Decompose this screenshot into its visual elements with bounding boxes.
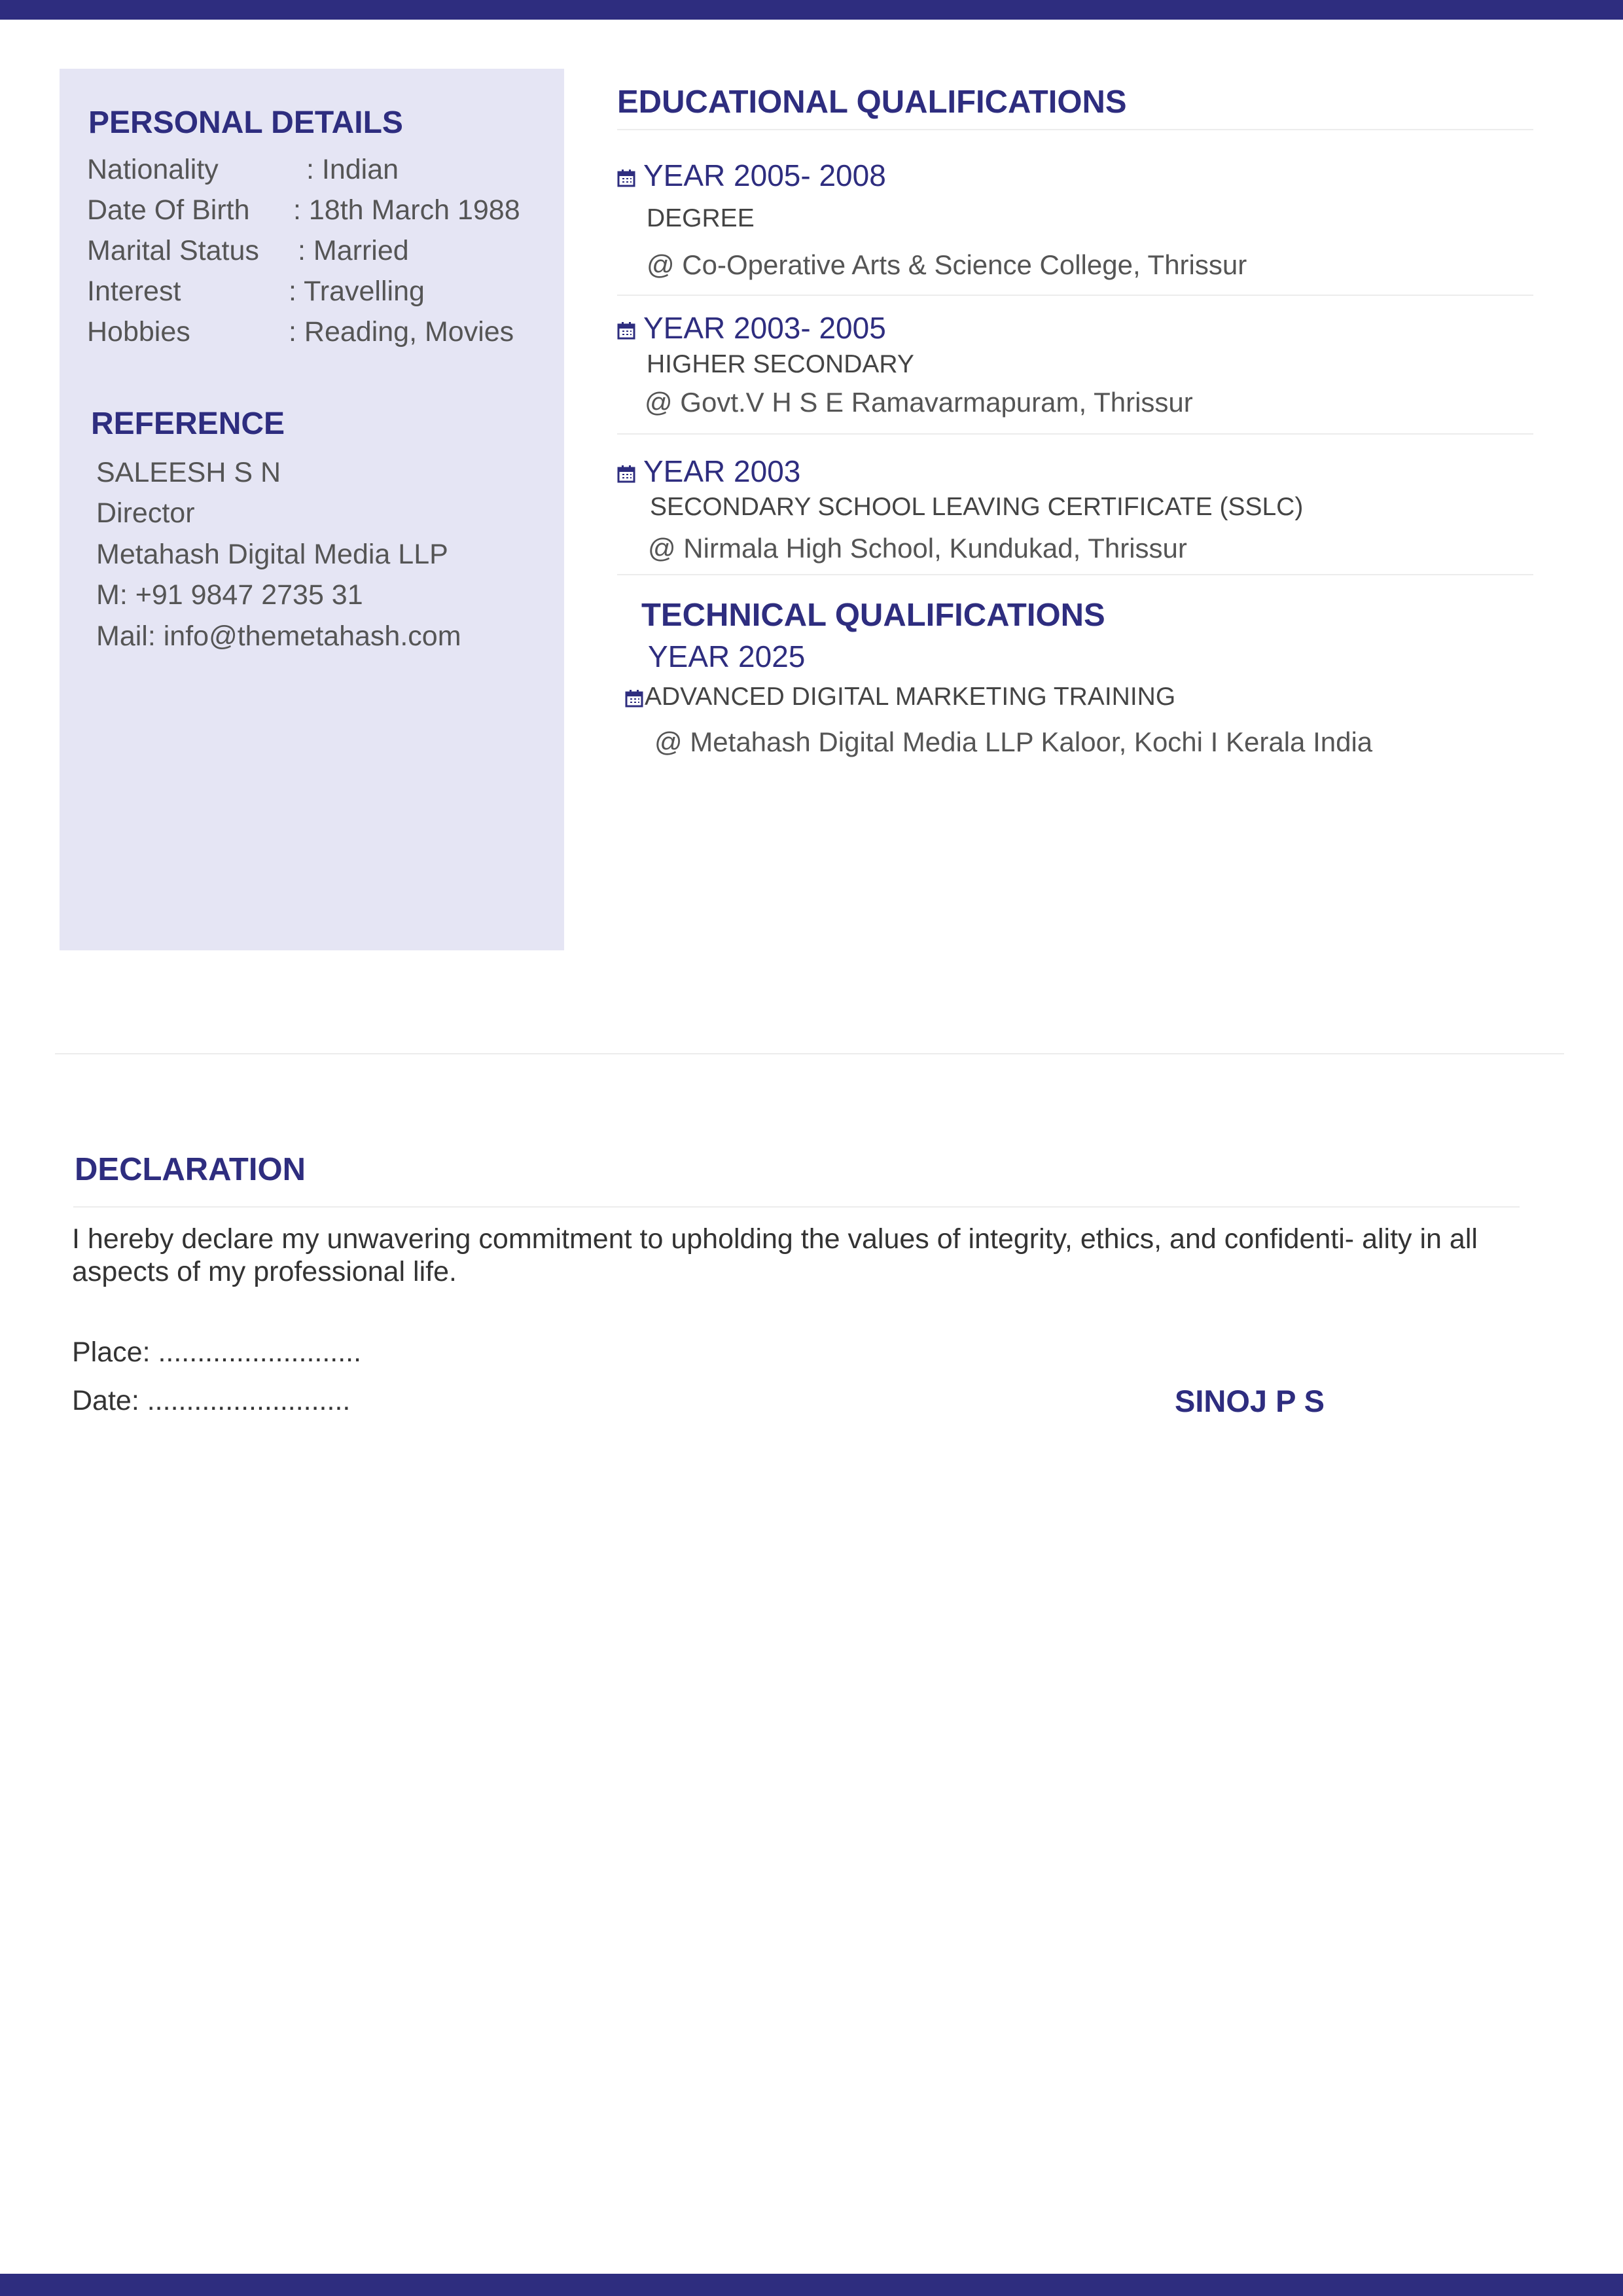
reference-phone: M: +91 9847 2735 31 bbox=[96, 579, 363, 611]
bottom-accent-bar bbox=[0, 2274, 1623, 2296]
education-entry-2-institution: @ Govt.V H S E Ramavarmapuram, Thrissur bbox=[645, 387, 1193, 418]
nationality-value: : Indian bbox=[306, 154, 399, 185]
calendar-icon bbox=[617, 321, 635, 340]
education-heading: EDUCATIONAL QUALIFICATIONS bbox=[617, 84, 1127, 120]
education-entry-3-degree: SECONDARY SCHOOL LEAVING CERTIFICATE (SSLC) bbox=[650, 493, 1304, 521]
reference-heading: REFERENCE bbox=[91, 406, 285, 441]
declaration-heading: DECLARATION bbox=[75, 1152, 306, 1187]
reference-company: Metahash Digital Media LLP bbox=[96, 539, 448, 570]
dob-value: : 18th March 1988 bbox=[293, 194, 520, 226]
marital-status-value: : Married bbox=[298, 235, 409, 266]
education-entry-1-year: YEAR 2005- 2008 bbox=[617, 158, 886, 193]
education-heading-divider bbox=[617, 129, 1533, 130]
education-entry-2-degree: HIGHER SECONDARY bbox=[647, 350, 914, 378]
education-entry-1-degree: DEGREE bbox=[647, 204, 755, 232]
declaration-heading-divider bbox=[73, 1206, 1520, 1208]
top-accent-bar bbox=[0, 0, 1623, 20]
education-entry-1-institution: @ Co-Operative Arts & Science College, Thrissur bbox=[647, 249, 1247, 280]
divider bbox=[617, 574, 1533, 575]
interest-value: : Travelling bbox=[289, 276, 425, 307]
reference-designation: Director bbox=[96, 497, 195, 529]
divider bbox=[617, 295, 1533, 296]
section-divider bbox=[55, 1053, 1564, 1054]
technical-course: ADVANCED DIGITAL MARKETING TRAINING bbox=[625, 683, 1175, 711]
nationality-label: Nationality bbox=[87, 154, 219, 185]
marital-status-label: Marital Status bbox=[87, 235, 259, 266]
signature-name: SINOJ P S bbox=[1175, 1384, 1325, 1418]
reference-name: SALEESH S N bbox=[96, 457, 281, 488]
hobbies-label: Hobbies bbox=[87, 316, 190, 348]
calendar-icon bbox=[625, 689, 643, 708]
reference-email: Mail: info@themetahash.com bbox=[96, 620, 461, 652]
technical-institution: @ Metahash Digital Media LLP Kaloor, Kochi I Kerala India bbox=[654, 726, 1373, 757]
calendar-icon bbox=[617, 465, 635, 483]
technical-heading: TECHNICAL QUALIFICATIONS bbox=[641, 598, 1105, 633]
divider bbox=[617, 433, 1533, 435]
dob-label: Date Of Birth bbox=[87, 194, 250, 226]
hobbies-value: : Reading, Movies bbox=[289, 316, 514, 348]
calendar-icon bbox=[617, 169, 635, 187]
education-entry-3-year: YEAR 2003 bbox=[617, 454, 800, 489]
education-entry-3-institution: @ Nirmala High School, Kundukad, Thrissur bbox=[648, 533, 1187, 564]
personal-details-heading: PERSONAL DETAILS bbox=[88, 105, 403, 140]
place-field: Place: .......................... bbox=[72, 1336, 362, 1368]
interest-label: Interest bbox=[87, 276, 181, 307]
technical-year: YEAR 2025 bbox=[648, 639, 806, 673]
date-field: Date: .......................... bbox=[72, 1385, 351, 1416]
education-entry-2-year: YEAR 2003- 2005 bbox=[617, 310, 886, 346]
declaration-text: I hereby declare my unwavering commitment to upholding the values of integrity, ethics, and confidenti- ality in all aspects of my professional life. bbox=[72, 1223, 1478, 1287]
